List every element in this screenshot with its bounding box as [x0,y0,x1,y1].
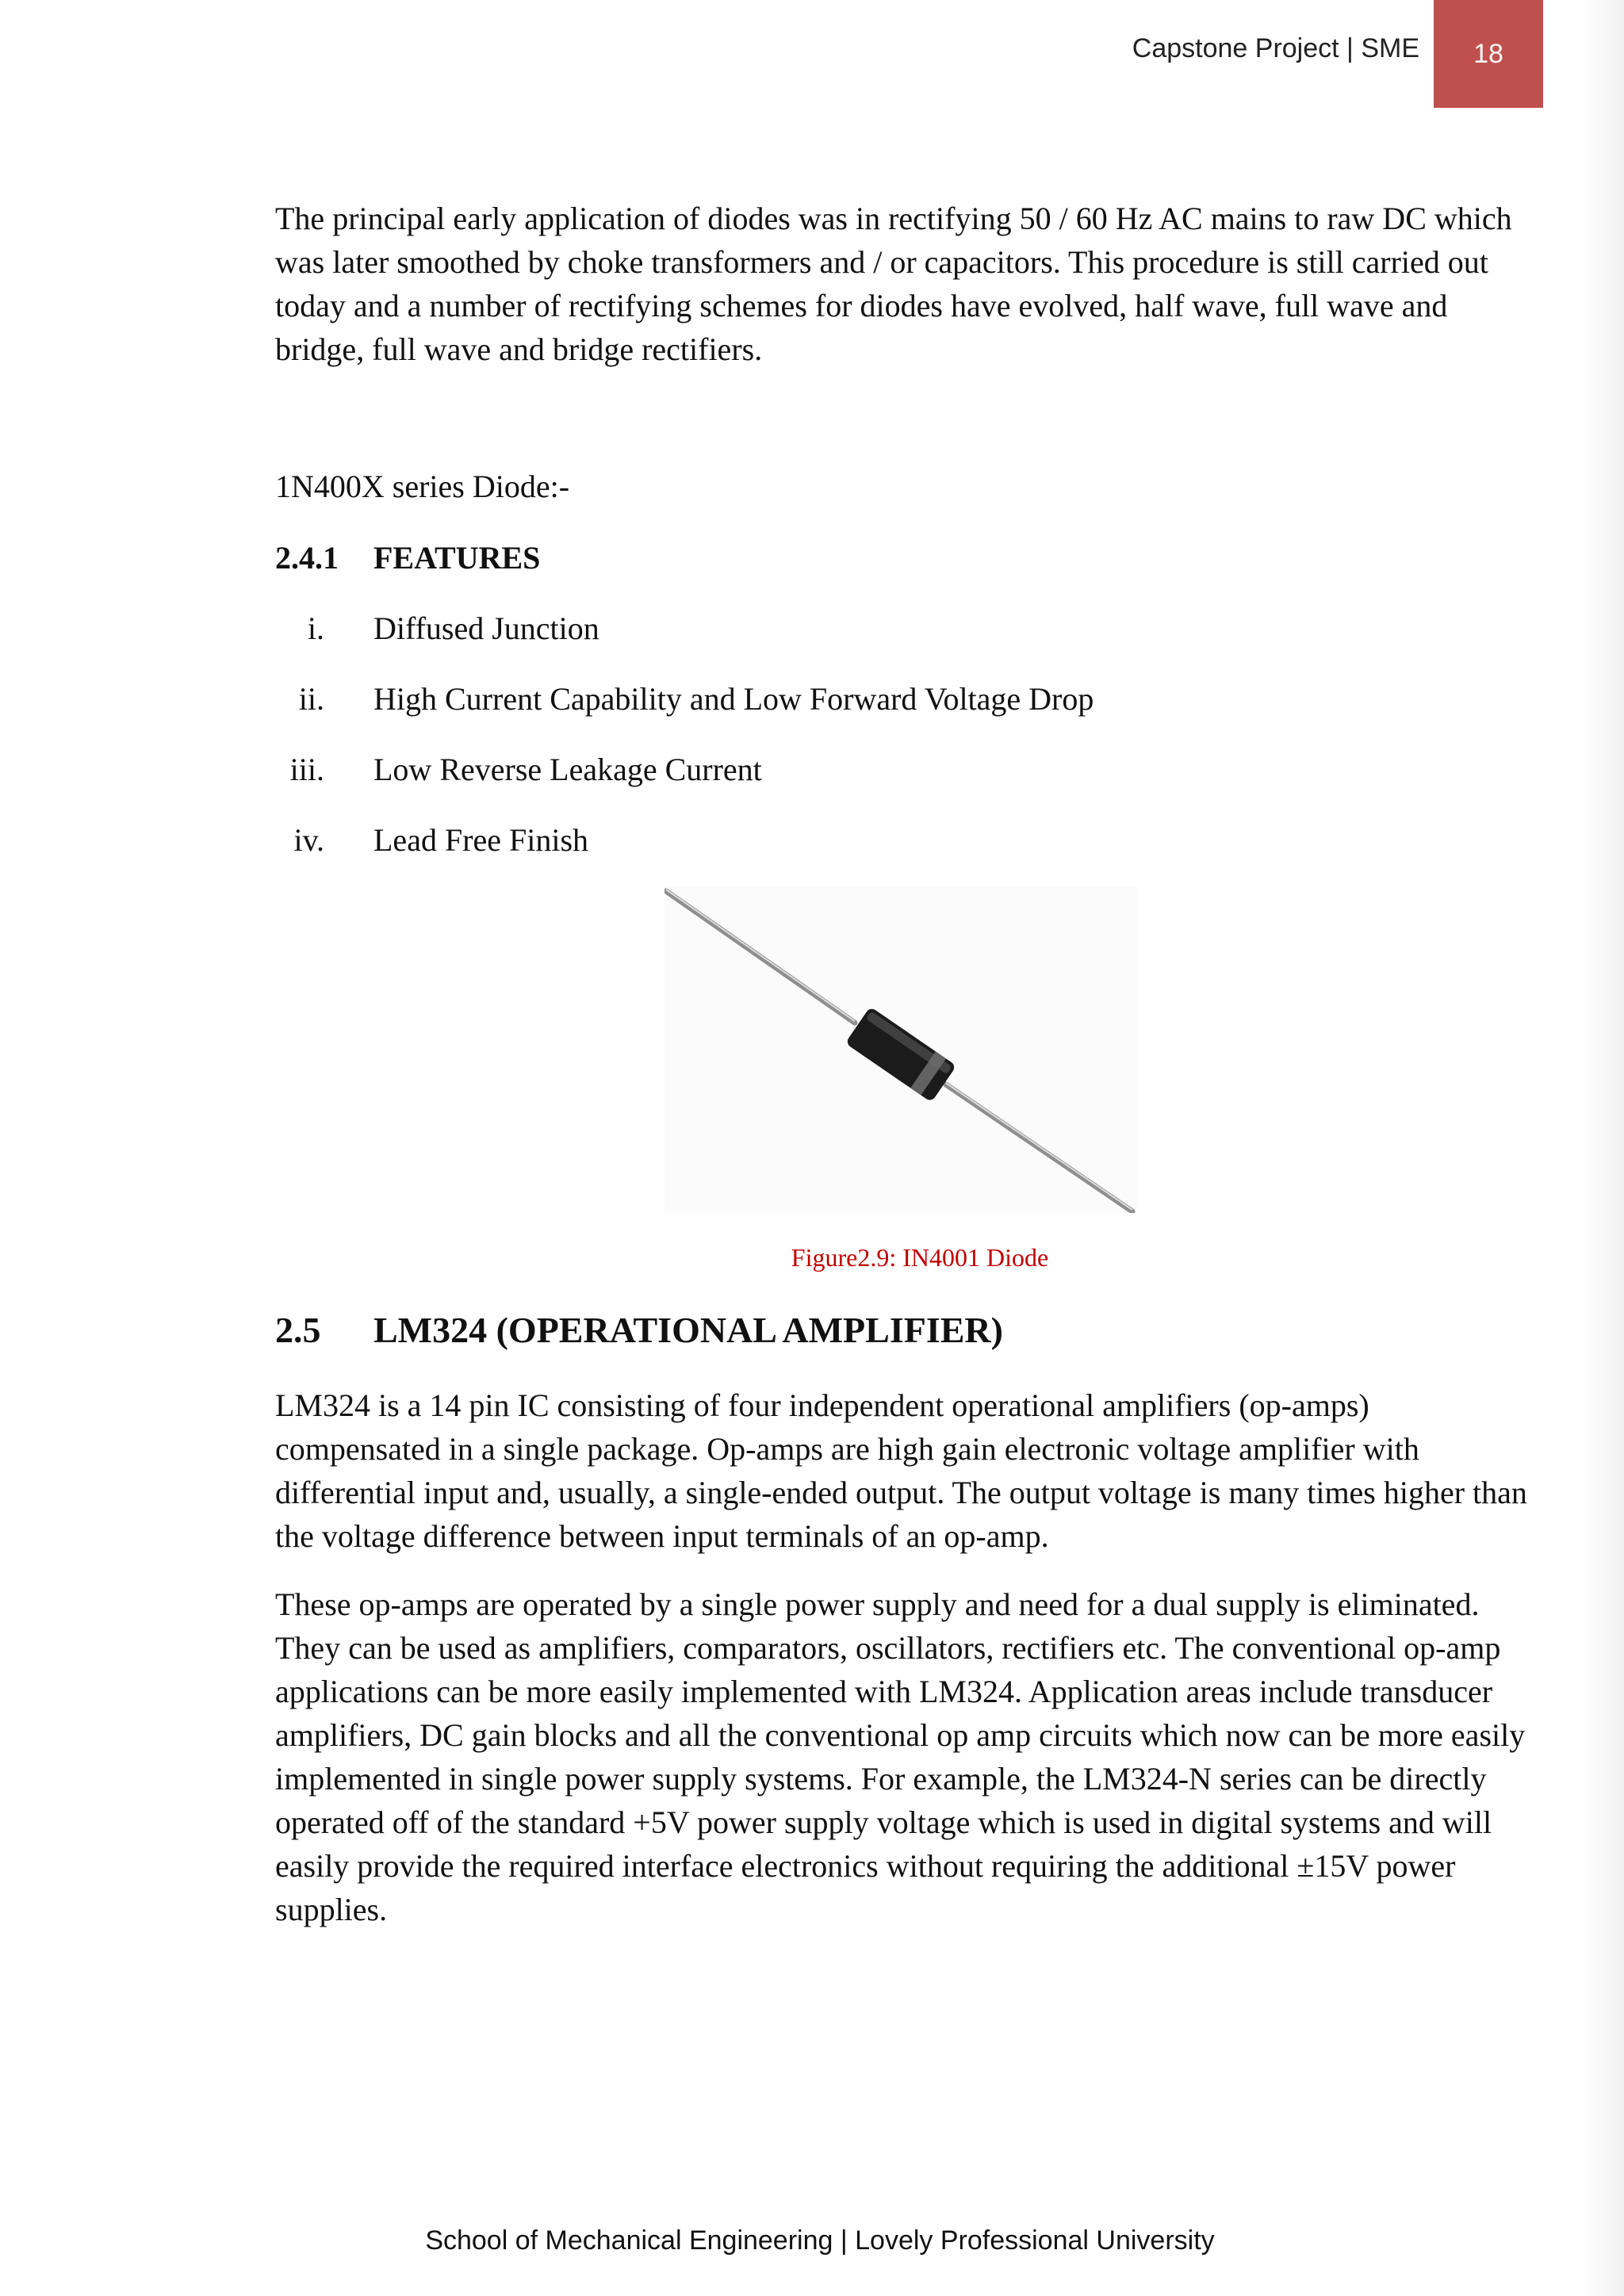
diode-lead-right [946,1085,1132,1211]
lm324-heading [275,1307,1003,1354]
section-title: LM324 (OPERATIONAL AMPLIFIER) [373,1310,1003,1350]
figure-caption: Figure2.9: IN4001 Diode [791,1243,1049,1272]
intro-paragraph: The principal early application of diodes was in rectifying 50 / 60 Hz AC mains to raw DC which was later smoothed by choke transformers and / or capacitors. This procedure is still carried out today and a number of rectifying schemes for diodes have evolved, half wave, full wave and bridge, full wave and bridge rectifiers. [275,201,1512,367]
list-text: Diffused Junction [373,610,599,646]
list-text: High Current Capability and Low Forward Voltage Drop [373,681,1094,717]
running-header: Capstone Project | SME [1132,33,1419,63]
lm324-paragraph-2: These op-amps are operated by a single power supply and need for a dual supply is eliminated. They can be used as amplifiers, comparators, oscillators, rectifiers etc. The conventional op-amp applications can be more easily implemented with LM324. Application areas include transducer amplifiers, DC gain blocks and all the conventional op amp circuits which now can be more easily implemented in single power supply systems. For example, the LM324-N series can be directly operated off of the standard +5V power supply voltage which is used in digital systems and will easily provide the required interface electronics without requiring the additional ±15V power supplies. [275,1586,1526,1927]
diode-photo [665,886,1137,1213]
diode-lead-left [666,891,855,1023]
lm324-paragraph-1: LM324 is a 14 pin IC consisting of four independent operational amplifiers (op-amps) compensated in a single package. Op-amps are high gain electronic voltage amplifier with differential input and, usually, a single-ended output. The output voltage is many times higher than the voltage difference between input terminals of an op-amp. [275,1387,1527,1554]
list-item [275,818,588,862]
list-numeral: ii. [298,681,324,717]
features-section-number: 2.4.1 [275,540,339,576]
list-text: Low Reverse Leakage Current [373,752,762,787]
list-numeral: i. [307,610,324,646]
page-edge-shadow [1583,0,1624,2296]
features-heading [275,536,540,580]
page-number: 18 [1473,38,1503,69]
diode-body [845,1007,957,1103]
page-number-badge [1434,0,1543,108]
list-numeral: iv. [293,822,324,858]
diode-illustration [665,886,1137,1213]
list-item [275,607,599,650]
section-number: 2.5 [275,1310,321,1350]
list-numeral: iii. [289,752,324,787]
list-item [275,748,762,791]
list-item [275,677,1094,721]
page-footer: School of Mechanical Engineering | Lovely Professional University [425,2225,1215,2256]
features-title: FEATURES [373,540,541,576]
diode-series-label: 1N400X series Diode:- [275,469,570,504]
list-text: Lead Free Finish [373,822,589,858]
